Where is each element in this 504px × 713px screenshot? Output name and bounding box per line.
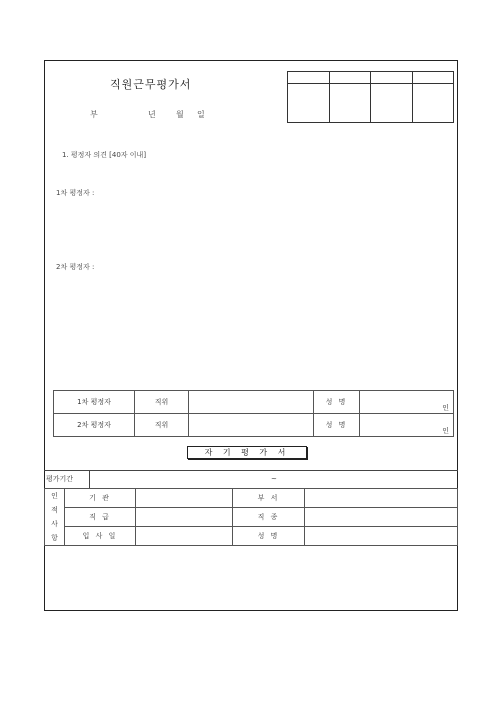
org-field[interactable]: [136, 489, 233, 508]
personal-info-side-label: 인 적 사 항: [45, 489, 65, 546]
table-row: [54, 414, 454, 437]
approval-box: [287, 71, 454, 123]
position-label: 직위: [135, 414, 189, 437]
period-dash: ~: [271, 475, 277, 483]
name-seal-field[interactable]: [360, 391, 454, 414]
date-day-label: 일: [197, 110, 205, 119]
opinion-heading: 1. 평정자 의견 [40자 이내]: [62, 151, 147, 159]
employee-name-label: 성 명: [233, 527, 305, 546]
approval-sign-cell[interactable]: [329, 84, 371, 123]
rater-label: 2차 평정자: [54, 414, 135, 437]
job-type-field[interactable]: [305, 508, 458, 527]
name-label: 성 명: [314, 391, 360, 414]
employee-name-field[interactable]: [305, 527, 458, 546]
approval-header-cell: [412, 72, 454, 84]
job-type-label: 직 종: [233, 508, 305, 527]
date-year-label: 년: [148, 110, 156, 119]
section-divider: [44, 470, 458, 471]
table-row: [54, 391, 454, 414]
name-seal-field[interactable]: [360, 414, 454, 437]
hire-date-field[interactable]: [136, 527, 233, 546]
approval-sign-cell[interactable]: [288, 84, 330, 123]
rater-signature-table: [53, 390, 454, 437]
approval-sign-cell[interactable]: [412, 84, 454, 123]
table-row: [45, 508, 458, 527]
org-label: 기 관: [65, 489, 136, 508]
approval-header-cell: [288, 72, 330, 84]
position-field[interactable]: [189, 414, 314, 437]
rater-label: 1차 평정자: [54, 391, 135, 414]
dept-field[interactable]: [305, 489, 458, 508]
date-month-label: 월: [176, 110, 184, 119]
rank-label: 직 급: [65, 508, 136, 527]
table-row: [45, 527, 458, 546]
position-field[interactable]: [189, 391, 314, 414]
position-label: 직위: [135, 391, 189, 414]
form-title: 직원근무평가서: [110, 78, 192, 91]
rater1-opinion-label: 1차 평정자 :: [56, 189, 95, 197]
seal-mark: 인: [442, 427, 449, 435]
evaluation-period-label: 평가기간: [46, 475, 74, 483]
hire-date-label: 입 사 일: [65, 527, 136, 546]
dept-label: 부: [90, 110, 98, 119]
seal-mark: 인: [442, 404, 449, 412]
table-row: [45, 489, 458, 508]
rater2-opinion-label: 2차 평정자 :: [56, 263, 95, 271]
approval-sign-cell[interactable]: [371, 84, 413, 123]
name-label: 성 명: [314, 414, 360, 437]
approval-header-cell: [329, 72, 371, 84]
personal-info-table: [44, 488, 458, 546]
rank-field[interactable]: [136, 508, 233, 527]
dept-label: 부 서: [233, 489, 305, 508]
self-evaluation-title-box: 자 기 평 가 서: [187, 446, 307, 459]
approval-header-cell: [371, 72, 413, 84]
period-divider: [89, 470, 90, 488]
